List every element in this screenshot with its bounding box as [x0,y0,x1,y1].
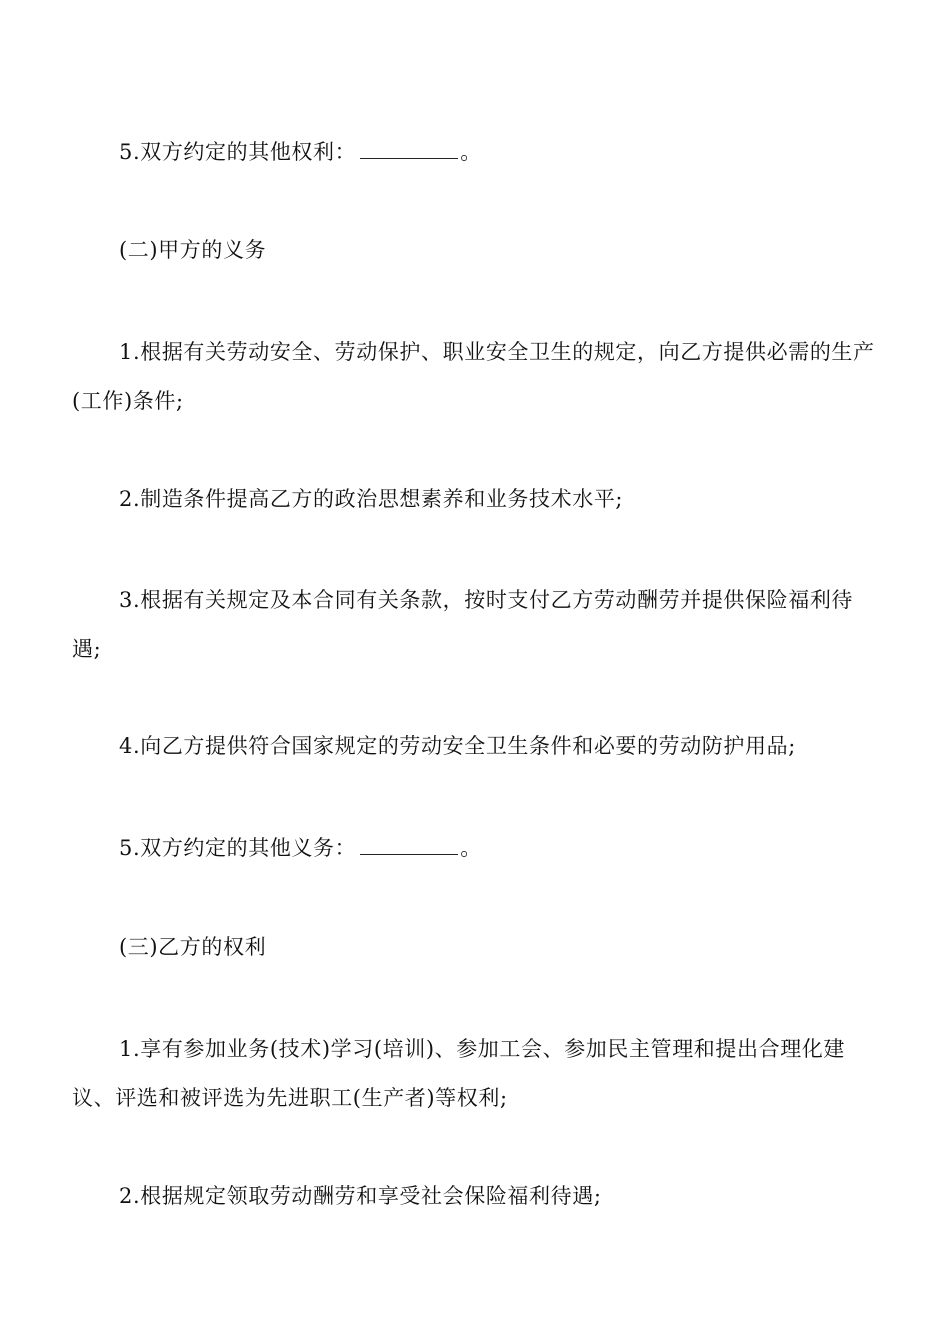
fill-in-blank [360,138,458,159]
section-heading-party-b-rights: (三)乙方的权利 [119,935,267,959]
paragraph-suffix: 。 [460,140,482,164]
fill-in-blank [360,834,458,855]
paragraph-text: 5.双方约定的其他义务： [119,836,357,860]
paragraph-receive-benefits: 2.根据规定领取劳动酬劳和享受社会保险福利待遇; [119,1184,602,1208]
paragraph-pay-remuneration: 3.根据有关规定及本合同有关条款，按时支付乙方劳动酬劳并提供保险福利待遇; [72,588,854,661]
paragraph-other-rights [72,128,882,177]
paragraph-study-and-participation: 1.享有参加业务(技术)学习(培训)、参加工会、参加民主管理和提出合理化建议、评选和被评选为先进职工(生产者)等权利; [72,1037,846,1110]
paragraph-safety-supplies: 4.向乙方提供符合国家规定的劳动安全卫生条件和必要的劳动防护用品; [119,734,796,758]
paragraph-work-conditions: 1.根据有关劳动安全、劳动保护、职业安全卫生的规定，向乙方提供必需的生产(工作)条件; [72,340,875,413]
paragraph-suffix: 。 [460,836,482,860]
paragraph-other-obligations [72,824,882,873]
section-heading-party-a-obligations: (二)甲方的义务 [119,238,267,262]
paragraph-improve-skills: 2.制造条件提高乙方的政治思想素养和业务技术水平; [119,487,624,511]
paragraph-text: 5.双方约定的其他权利： [119,140,357,164]
